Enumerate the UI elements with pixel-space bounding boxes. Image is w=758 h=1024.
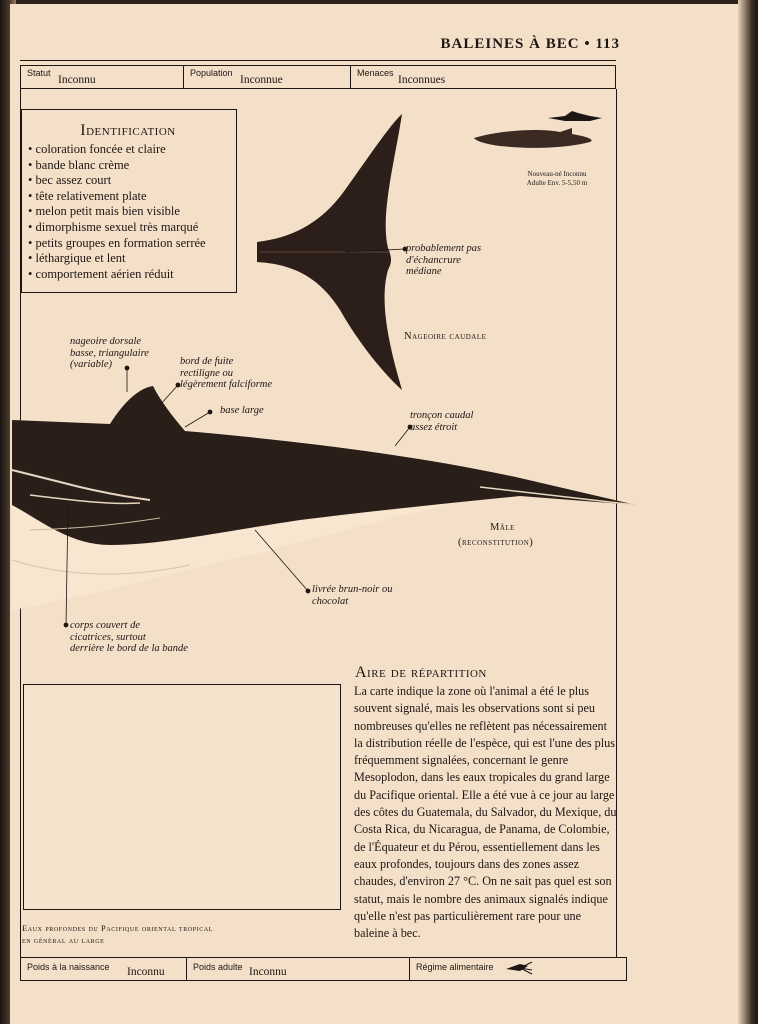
livery-note xyxy=(312,584,393,607)
map-caption xyxy=(22,922,213,946)
note-line: tronçon caudal xyxy=(410,410,474,421)
whale-illustration xyxy=(12,386,636,610)
list-item: • bec assez court xyxy=(28,173,228,189)
birth-weight-label: Poids à la naissance xyxy=(27,962,110,972)
diet-cell xyxy=(410,958,626,980)
birth-weight-cell xyxy=(21,958,187,980)
diet-label: Régime alimentaire xyxy=(416,962,494,972)
list-item: • léthargique et lent xyxy=(28,251,228,267)
list-item: • bande blanc crème xyxy=(28,158,228,174)
adult-size: Adulte Env. 5-5,50 m xyxy=(526,179,588,187)
page-header: BALEINES À BEC • 113 xyxy=(440,36,620,52)
note-line: rectiligne ou xyxy=(180,367,233,379)
note-line: chocolat xyxy=(312,595,349,607)
status-label: Statut xyxy=(27,68,51,78)
note-line: derrière le bord de la bande xyxy=(70,643,188,654)
newborn-size: Nouveau-né Inconnu xyxy=(527,170,587,178)
population-label: Population xyxy=(190,68,233,78)
note-line: nageoire dorsale xyxy=(70,336,142,347)
range-text: La carte indique la zone où l'animal a été le plus souvent signalé, mais les observations sont si peu nombreuses qu'elles ne reflètent pas nécessairement la distribution réelle de l'espèce, qui est l'une des plus fréquemment signalées, concernant le genre Mesoplodon, dans les eaux tropicales du grand large du Pacifique oriental. Elle a été vue à ce jour au large des côtes du Guatemala, du Salvador, du Mexique, du Costa Rica, du Nicaragua, de Panama, de Colombie, de l'Équateur et du Pérou, essentiellement dans les eaux profondes, toujours dans des zones assez chaudes, d'environ 27 °C. On ne sait pas quel est son statut, mais le nombre des animaux signalés indique qu'elle n'est pas particulièrement rare pour une baleine à bec. xyxy=(354,684,617,941)
range-title: Aire de répartition xyxy=(355,664,487,681)
note-line: d'échancrure xyxy=(406,254,461,266)
list-item: • dimorphisme sexuel très marqué xyxy=(28,220,228,236)
birth-weight-value: Inconnu xyxy=(127,966,165,978)
note-line: livrée brun-noir ou xyxy=(312,584,393,595)
bottom-bar xyxy=(20,957,627,981)
note-line: bord de fuite xyxy=(180,356,234,367)
identification-title: Identification xyxy=(80,122,176,139)
threats-value: Inconnues xyxy=(398,74,446,86)
list-item: • petits groupes en formation serrée xyxy=(28,236,228,252)
map-frame xyxy=(23,684,341,910)
trailing-edge-note xyxy=(180,356,272,391)
list-item: • comportement aérien réduit xyxy=(28,267,228,283)
adult-weight-label: Poids adulte xyxy=(193,962,243,972)
adult-weight-value: Inconnu xyxy=(249,966,287,978)
peduncle-note xyxy=(410,410,473,433)
note-line: médiane xyxy=(406,266,442,277)
dorsal-note xyxy=(70,336,149,371)
threats-label: Menaces xyxy=(357,68,394,78)
note-line: basse, triangulaire xyxy=(70,347,149,359)
fluke-caption: Nageoire caudale xyxy=(404,331,487,342)
male-caption-line2: (reconstitution) xyxy=(458,537,534,548)
list-item: • coloration foncée et claire xyxy=(28,142,228,158)
size-comparison-text xyxy=(512,170,602,188)
base-note: base large xyxy=(220,405,264,416)
note-line: légèrement falciforme xyxy=(180,379,273,390)
scars-note xyxy=(70,620,188,655)
map-caption-line: Eaux profondes du Pacifique oriental tropical xyxy=(22,923,214,933)
note-line: cicatrices, surtout xyxy=(70,631,146,643)
fluke-note xyxy=(406,243,481,278)
note-line: assez étroit xyxy=(410,421,458,433)
adult-weight-cell xyxy=(187,958,410,980)
male-caption-line1: Mâle xyxy=(490,522,515,533)
map-caption-line: en général au large xyxy=(22,935,105,945)
list-item: • tête relativement plate xyxy=(28,189,228,205)
note-line: probablement pas xyxy=(406,243,482,254)
whale-size-silhouette-icon xyxy=(474,128,592,148)
list-item: • melon petit mais bien visible xyxy=(28,204,228,220)
note-line: (variable) xyxy=(70,359,112,370)
note-line: corps couvert de xyxy=(70,620,140,631)
fluke-illustration xyxy=(257,114,402,390)
diver-silhouette-icon xyxy=(548,111,602,121)
population-value: Inconnue xyxy=(240,74,283,86)
status-value: Inconnu xyxy=(58,74,96,86)
